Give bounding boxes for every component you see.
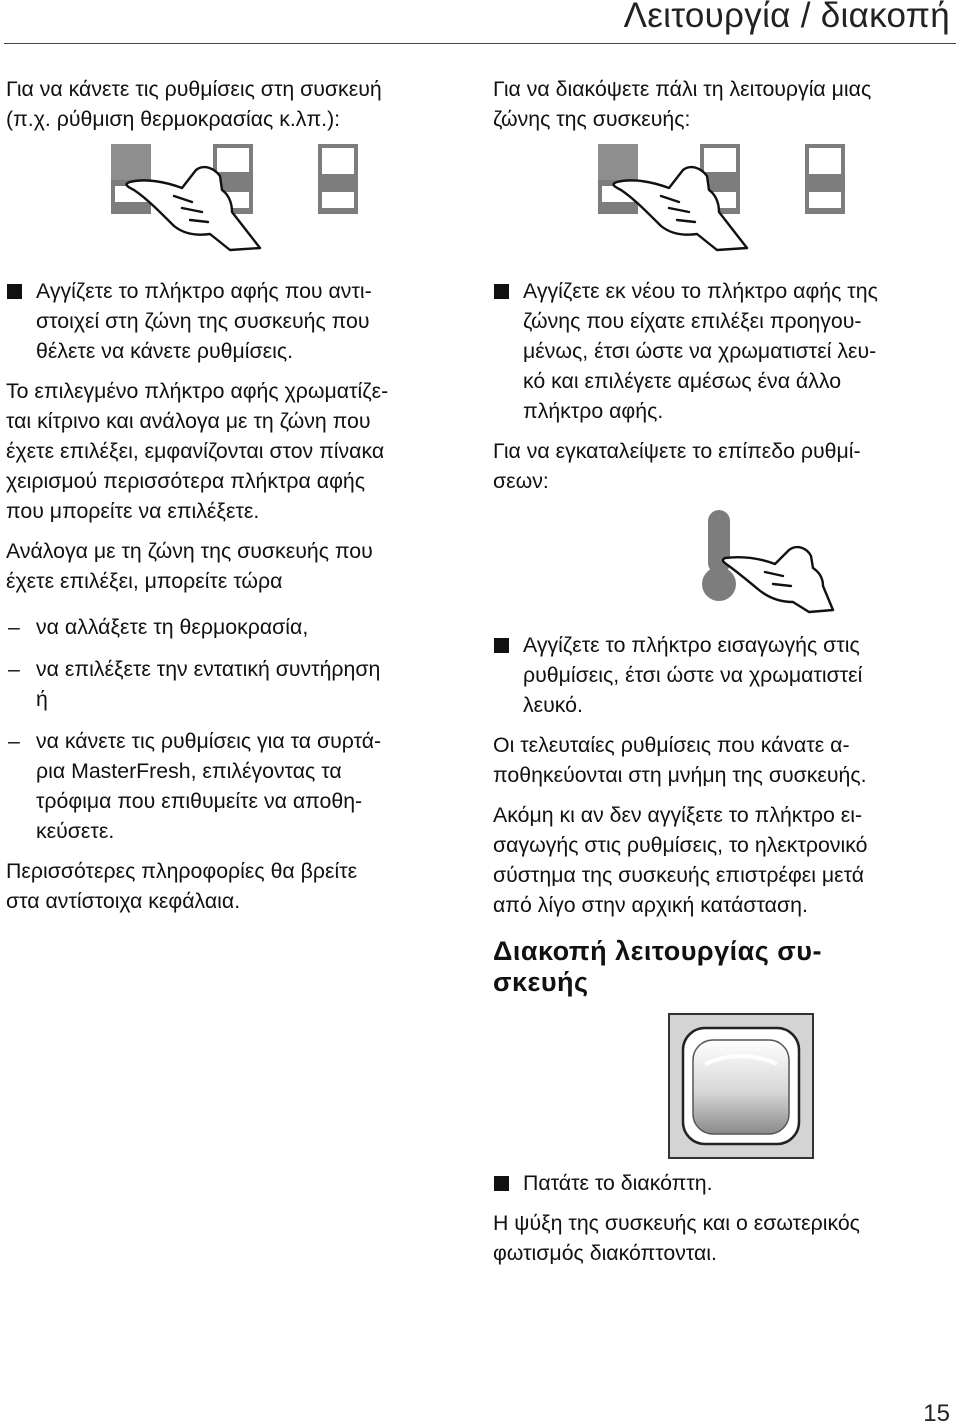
zone-key-icon bbox=[318, 144, 358, 214]
bullet-text: Αγγίζετε το πλήκτρο εισαγωγής στις ρυθμίσεις, έτσι ώστε να χρωματιστεί λευκό. bbox=[523, 633, 863, 717]
right-paragraph: Για να εγκαταλείψετε το επίπεδο ρυθμί- σεων: bbox=[493, 439, 861, 493]
power-switch-illustration bbox=[493, 1012, 943, 1162]
touch-keys-deselect-illustration bbox=[493, 138, 943, 258]
left-paragraph: Ανάλογα με τη ζώνη της συσκευής που έχετε επιλέξει, μπορείτε τώρα bbox=[6, 539, 373, 593]
page-number: 15 bbox=[923, 1400, 950, 1427]
dash-icon: – bbox=[8, 657, 20, 681]
zone-key-selected-icon bbox=[598, 144, 638, 214]
right-column bbox=[493, 74, 943, 1278]
instruction-bullet bbox=[493, 1168, 943, 1198]
page-header-title: Λειτουργία / διακοπή bbox=[623, 0, 950, 35]
bullet-square-icon bbox=[7, 284, 22, 299]
power-switch-icon bbox=[669, 1014, 813, 1158]
dash-item bbox=[6, 654, 466, 714]
dash-text: να κάνετε τις ρυθμίσεις για τα συρτά- ρια MasterFresh, επιλέγοντας τα τρόφιμα που επιθυμείτε να αποθη- κεύσετε. bbox=[36, 729, 382, 843]
left-column bbox=[6, 74, 466, 926]
bullet-square-icon bbox=[494, 284, 509, 299]
bullet-square-icon bbox=[494, 1176, 509, 1191]
touch-keys-select-illustration bbox=[6, 138, 466, 258]
dash-icon: – bbox=[8, 615, 20, 639]
left-paragraph: Περισσότερες πληροφορίες θα βρείτε στα αντίστοιχα κεφάλαια. bbox=[6, 859, 358, 913]
right-paragraph: Οι τελευταίες ρυθμίσεις που κάνατε α- ποθηκεύονται στη μνήμη της συσκευής. bbox=[493, 733, 867, 787]
touching-hand-icon bbox=[723, 547, 833, 612]
instruction-bullet bbox=[493, 276, 943, 426]
bullet-square-icon bbox=[494, 638, 509, 653]
section-title: Διακοπή λειτουργίας συ- σκευής bbox=[493, 936, 822, 997]
dash-icon: – bbox=[8, 729, 20, 753]
instruction-bullet bbox=[493, 630, 943, 720]
right-paragraph: Η ψύξη της συσκευής και ο εσωτερικός φωτισμός διακόπτονται. bbox=[493, 1211, 860, 1265]
dash-text: να επιλέξετε την εντατική συντήρηση ή bbox=[36, 657, 381, 711]
dash-text: να αλλάξετε τη θερμοκρασία, bbox=[36, 615, 309, 639]
bullet-text: Πατάτε το διακόπτη. bbox=[523, 1171, 713, 1195]
zone-key-icon bbox=[805, 144, 845, 214]
bullet-text: Αγγίζετε το πλήκτρο αφής που αντι- στοιχεί στη ζώνη της συσκευής που θέλετε να κάνετε ρυθμίσεις. bbox=[36, 279, 372, 363]
dash-item bbox=[6, 726, 466, 846]
zone-key-selected-icon bbox=[111, 144, 151, 214]
left-paragraph: Το επιλεγμένο πλήκτρο αφής χρωματίζε- ται κίτρινο και ανάλογα με τη ζώνη που έχετε επιλέξει, εμφανίζονται στον πίνακα χειρισμού περισσότερα πλήκτρα αφής που μπορείτε να επιλέξετε. bbox=[6, 379, 389, 523]
left-intro: Για να κάνετε τις ρυθμίσεις στη συσκευή (π.χ. ρύθμιση θερμοκρασίας κ.λπ.): bbox=[6, 77, 382, 131]
thermometer-icon bbox=[702, 510, 736, 601]
header-rule bbox=[4, 43, 956, 44]
instruction-bullet bbox=[6, 276, 466, 366]
thermometer-touch-illustration bbox=[493, 506, 943, 616]
dash-item bbox=[6, 612, 466, 642]
right-intro: Για να διακόψετε πάλι τη λειτουργία μιας ζώνης της συσκευής: bbox=[493, 77, 872, 131]
right-paragraph: Ακόμη κι αν δεν αγγίξετε το πλήκτρο ει- σαγωγής στις ρυθμίσεις, το ηλεκτρονικό σύστημα της συσκευής επιστρέφει μετά από λίγο στην αρχική κατάσταση. bbox=[493, 803, 868, 917]
bullet-text: Αγγίζετε εκ νέου το πλήκτρο αφής της ζώνης που είχατε επιλέξει προηγου- μένως, έτσι ώστε να χρωματιστεί λευ- κό και επιλέγετε αμέσως ένα άλλο πλήκτρο αφής. bbox=[523, 279, 878, 423]
